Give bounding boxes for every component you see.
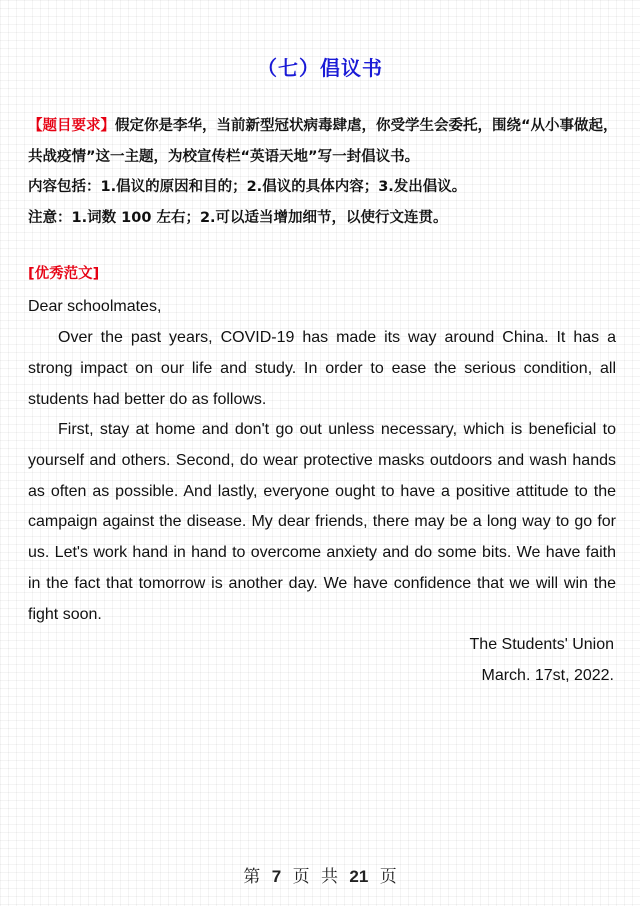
page-footer [0,862,640,887]
letter-paragraph-2: First, stay at home and don't go out unless necessary, which is beneficial to yourself and others. Second, do wear protective masks outdoors and wash hands as often as possible. And lastly, everyone ought to have a positive attitude to the campaign against the disease. My dear friends, there may be a long way to go for us. Let's work hand in hand to overcome anxiety and do some bits. We have faith in the fact that tomorrow is another day. We have confidence that we will win the fight soon. [28,421,616,623]
sample-essay-label: [优秀范文] [28,266,100,282]
letter-date: March. 17st, 2022. [481,667,614,684]
letter-paragraph-1: Over the past years, COVID-19 has made its way around China. It has a strong impact on our life and study. In order to ease the serious condition, all students had better do as follows. [28,329,616,408]
letter-greeting: Dear schoolmates, [28,298,162,315]
footer-suffix: 页 [379,867,397,887]
footer-prefix: 第 [243,867,261,887]
letter-signature: The Students' Union [469,636,614,653]
requirements-label: 【题目要求】 [28,118,115,134]
requirements-text: 假定你是李华，当前新型冠状病毒肆虐，你受学生会委托，围绕“从小事做起，共战疫情”这一主题，为校宣传栏“英语天地”写一封倡议书。 [28,118,618,165]
current-page-number: 7 [271,867,282,886]
note-requirements: 注意：1.词数 100 左右；2.可以适当增加细节，以使行文连贯。 [28,210,448,226]
requirements-block [28,111,620,173]
content-requirements: 内容包括：1.倡议的原因和目的；2.倡议的具体内容；3.发出倡议。 [28,179,467,195]
total-pages-number: 21 [349,867,369,886]
page-title: （七）倡议书 [257,56,383,80]
footer-middle: 页 共 [292,867,338,887]
